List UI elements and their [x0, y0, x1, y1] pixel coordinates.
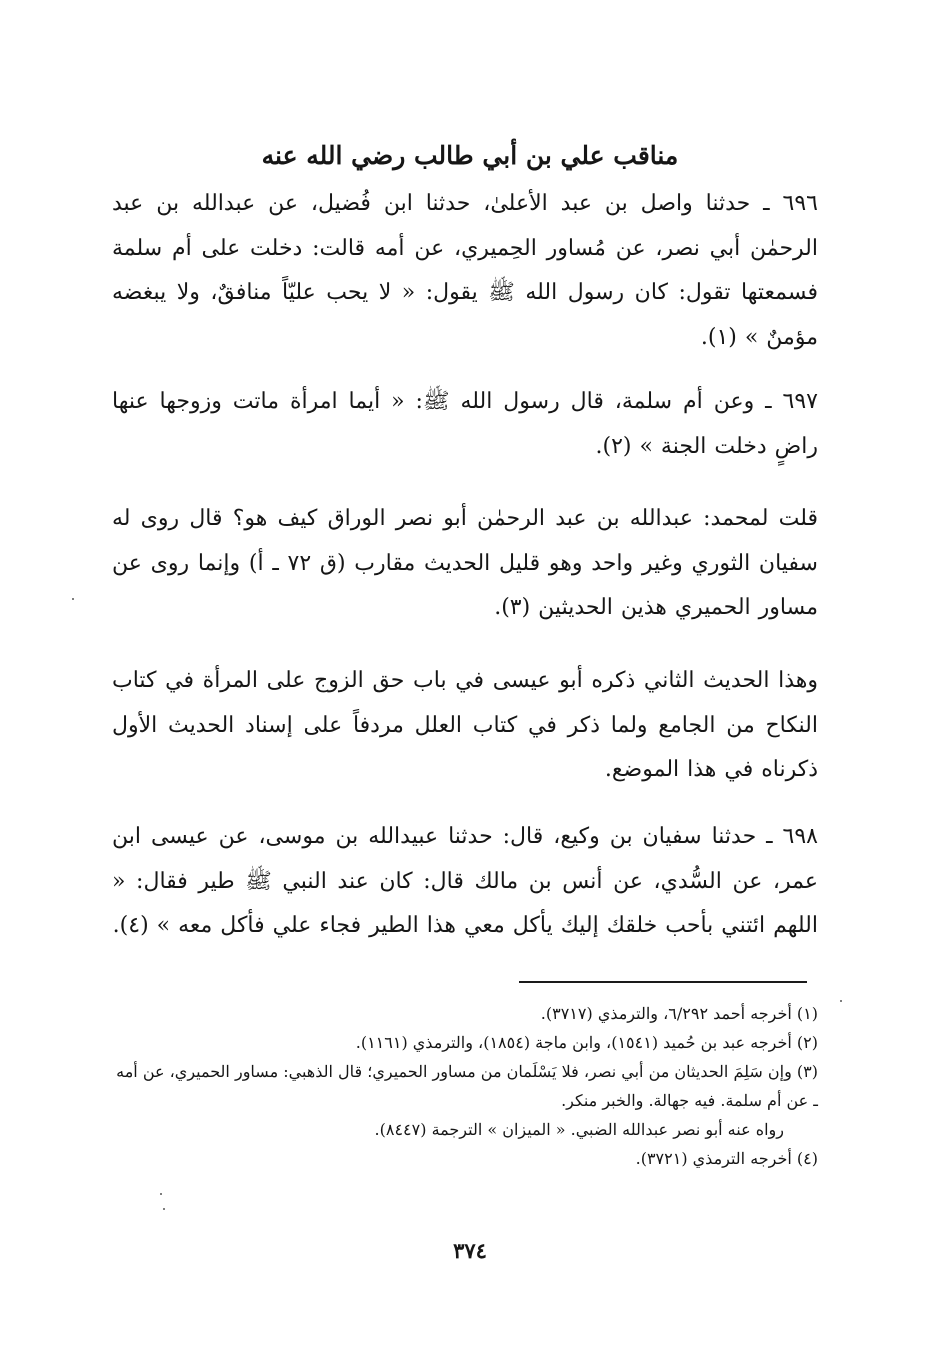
hadith-696: ٦٩٦ ـ حدثنا واصل بن عبد الأعلىٰ، حدثنا ابن فُضيل، عن عبدالله بن عبد الرحمٰن أبي نصر، عن مُساور الحِميري، عن أمه قالت: دخلت على أم سلمة فسمعتها تقول: كان رسول الله ﷺ يقول: « لا يحب عليّاً منافقٌ، ولا يبغضه مؤمنٌ » (١). [112, 191, 818, 350]
footnote-4: (٤) أخرجه الترمذي (٣٧٢١). [635, 1149, 818, 1168]
note-paragraph: وهذا الحديث الثاني ذكره أبو عيسى في باب حق الزوج على المرأة في كتاب النكاح من الجامع ولما ذكر في كتاب العلل مردفاً على إسناد الحديث الأول ذكرناه في هذا الموضع. [112, 668, 818, 782]
hadith-697: ٦٩٧ ـ وعن أم سلمة، قال رسول الله ﷺ: « أيما امرأة ماتت وزوجها عنها راضٍ دخلت الجنة » (٢). [112, 389, 818, 459]
scan-speck [160, 1193, 162, 1195]
footnote-2: (٢) أخرجه عبد بن حُميد (١٥٤١)، وابن ماجة (١٨٥٤)، والترمذي (١١٦١). [355, 1033, 818, 1052]
page-number: ٣٧٤ [453, 1238, 487, 1263]
scan-speck [72, 598, 74, 600]
scan-speck [840, 1000, 842, 1002]
footnote-3: (٣) وإن سَلِمَ الحديثان من أبي نصر، فلا يَسْلَمان من مساور الحميري؛ قال الذهبي: مساور الحميري، عن أمه ـ عن أم سلمة. فيه جهالة. والخبر منكر. [116, 1062, 818, 1110]
page-title: مناقب علي بن أبي طالب رضي الله عنه [261, 141, 679, 170]
hadith-698: ٦٩٨ ـ حدثنا سفيان بن وكيع، قال: حدثنا عبيدالله بن موسى، عن عيسى ابن عمر، عن السُّدي، عن أنس بن مالك قال: كان عند النبي ﷺ طير فقال: « اللهم ائتني بأحب خلقك إليك يأكل معي هذا الطير فجاء علي فأكل معه » (٤). [112, 824, 818, 938]
scan-speck [163, 1208, 165, 1210]
footnote-3-continuation: رواه عنه أبو نصر عبدالله الضبي. « الميزان » الترجمة (٨٤٤٧). [374, 1120, 784, 1139]
footnotes-list [112, 999, 818, 1173]
commentary-paragraph: قلت لمحمد: عبدالله بن عبد الرحمٰن أبو نصر الوراق كيف هو؟ قال روى له سفيان الثوري وغير واحد وهو قليل الحديث مقارب (ق ٧٢ ـ أ) وإنما روى عن مساور الحميري هذين الحديثين (٣). [112, 506, 818, 620]
footnote-divider [519, 981, 807, 983]
footnote-1: (١) أخرجه أحمد ٦/٢٩٢، والترمذي (٣٧١٧). [540, 1004, 818, 1023]
